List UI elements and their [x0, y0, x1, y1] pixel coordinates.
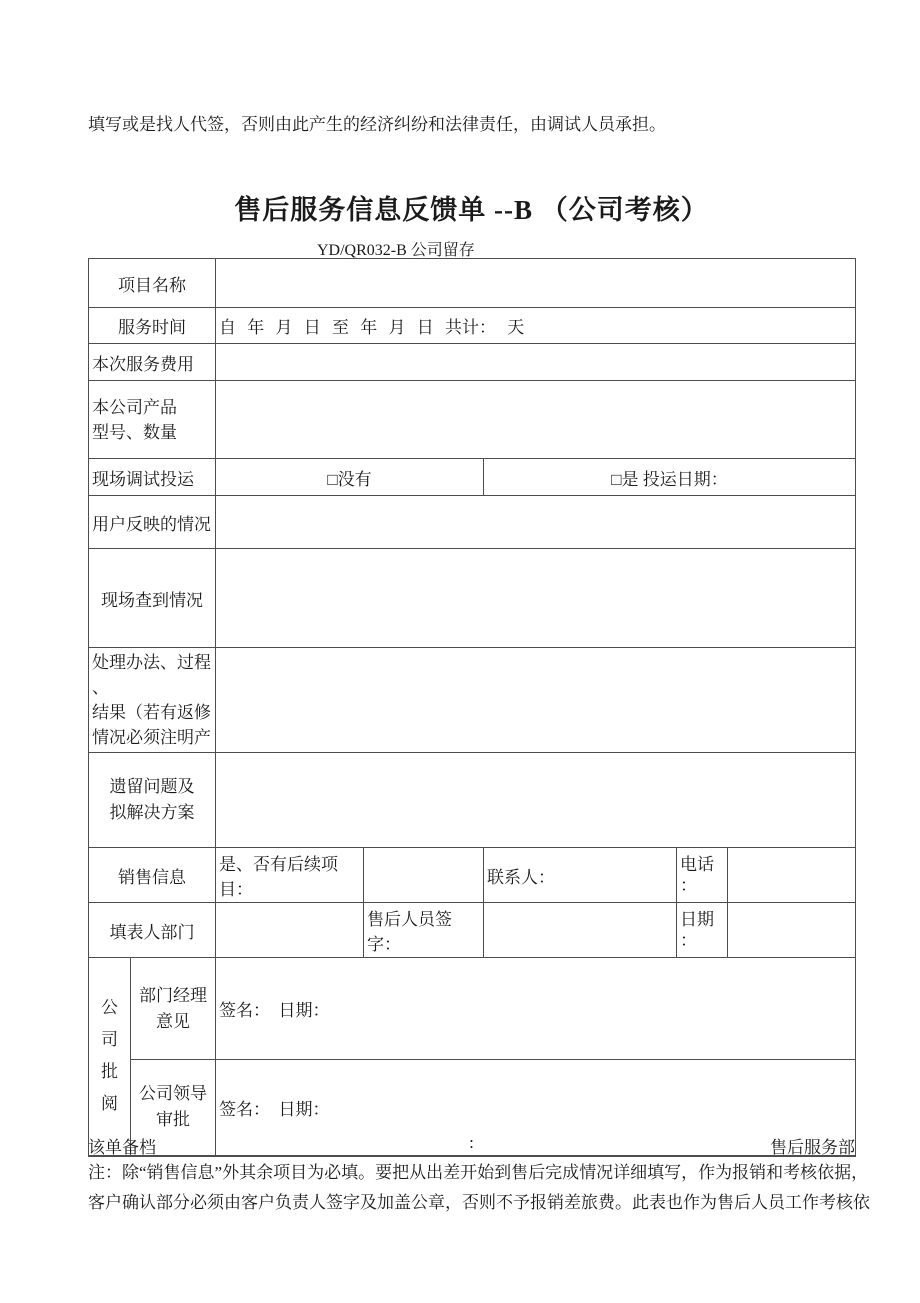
company-review-label: 公 司 批 阅: [89, 958, 131, 1156]
page-title: 售后服务信息反馈单 --B （公司考核）: [234, 195, 709, 225]
site-findings-field[interactable]: [216, 549, 856, 648]
form-code-subtitle: YD/QR032-B 公司留存: [317, 242, 475, 259]
service-time-label: 服务时间: [89, 308, 216, 344]
remaining-issues-field[interactable]: [216, 753, 856, 848]
service-time-field[interactable]: 自 年 月 日 至 年 月 日 共计： 天: [216, 308, 856, 344]
table-row: [89, 496, 856, 549]
feedback-form-table: [88, 258, 856, 1157]
filler-department-label: 填表人部门: [89, 903, 216, 958]
liability-note: 填写或是找人代签，否则由此产生的经济纠纷和法律责任，由调试人员承担。: [88, 115, 666, 134]
phone-label: 电话 ：: [677, 848, 728, 903]
commissioning-no-checkbox[interactable]: □没有: [216, 459, 484, 496]
table-row: [89, 958, 856, 1060]
handling-label: 处理办法、过程 、 结果（若有返修 情况必须注明产: [89, 648, 216, 753]
product-model-field[interactable]: [216, 381, 856, 459]
note-line-2: 客户确认部分必须由客户负责人签字及加盖公章，否则不予报销差旅费。此表也作为售后人员工作考核依: [88, 1193, 870, 1212]
table-row: [89, 459, 856, 496]
aftersales-signature-field[interactable]: [484, 903, 677, 958]
service-fee-label: 本次服务费用: [89, 344, 216, 381]
commissioning-label: 现场调试投运: [89, 459, 216, 496]
table-row: [89, 648, 856, 753]
user-feedback-field[interactable]: [216, 496, 856, 549]
table-row: [89, 903, 856, 958]
note-line-1: 注：除“销售信息”外其余项目为必填。要把从出差开始到售后完成情况详细填写，作为报销和考核依据，: [88, 1163, 869, 1182]
contact-label: 联系人：: [484, 848, 677, 903]
site-findings-label: 现场查到情况: [89, 549, 216, 648]
bottom-notes: [88, 1158, 888, 1218]
table-row: [89, 381, 856, 459]
commissioning-yes-checkbox[interactable]: □是 投运日期：: [484, 459, 856, 496]
manager-opinion-label: 部门经理 意见: [131, 958, 216, 1060]
sales-info-label: 销售信息: [89, 848, 216, 903]
remaining-issues-label: 遗留问题及 拟解决方案: [89, 753, 216, 848]
archive-colon: :: [469, 1133, 474, 1152]
handling-field[interactable]: [216, 648, 856, 753]
table-row: [89, 344, 856, 381]
project-name-label: 项目名称: [89, 259, 216, 308]
follow-up-label: 是、否有后续项目：: [216, 848, 364, 903]
table-row: [89, 549, 856, 648]
table-row: [89, 259, 856, 308]
product-model-label: 本公司产品 型号、数量: [89, 381, 216, 459]
table-row: [89, 308, 856, 344]
aftersales-signature-label: 售后人员签字：: [364, 903, 484, 958]
project-name-field[interactable]: [216, 259, 856, 308]
archive-department: 售后服务部: [770, 1138, 855, 1157]
table-row: [89, 753, 856, 848]
leader-approval-label: 公司领导 审批: [131, 1060, 216, 1156]
user-feedback-label: 用户反映的情况: [89, 496, 216, 549]
phone-field[interactable]: [728, 848, 856, 903]
follow-up-field[interactable]: [364, 848, 484, 903]
archive-label: 该单备档: [88, 1138, 156, 1157]
leader-sign-field[interactable]: 签名： 日期：: [216, 1060, 856, 1156]
date-label: 日期 ：: [677, 903, 728, 958]
filler-department-field[interactable]: [216, 903, 364, 958]
date-field[interactable]: [728, 903, 856, 958]
archive-footer: [88, 1133, 855, 1157]
service-fee-field[interactable]: [216, 344, 856, 381]
table-row: [89, 848, 856, 903]
manager-sign-field[interactable]: 签名： 日期：: [216, 958, 856, 1060]
